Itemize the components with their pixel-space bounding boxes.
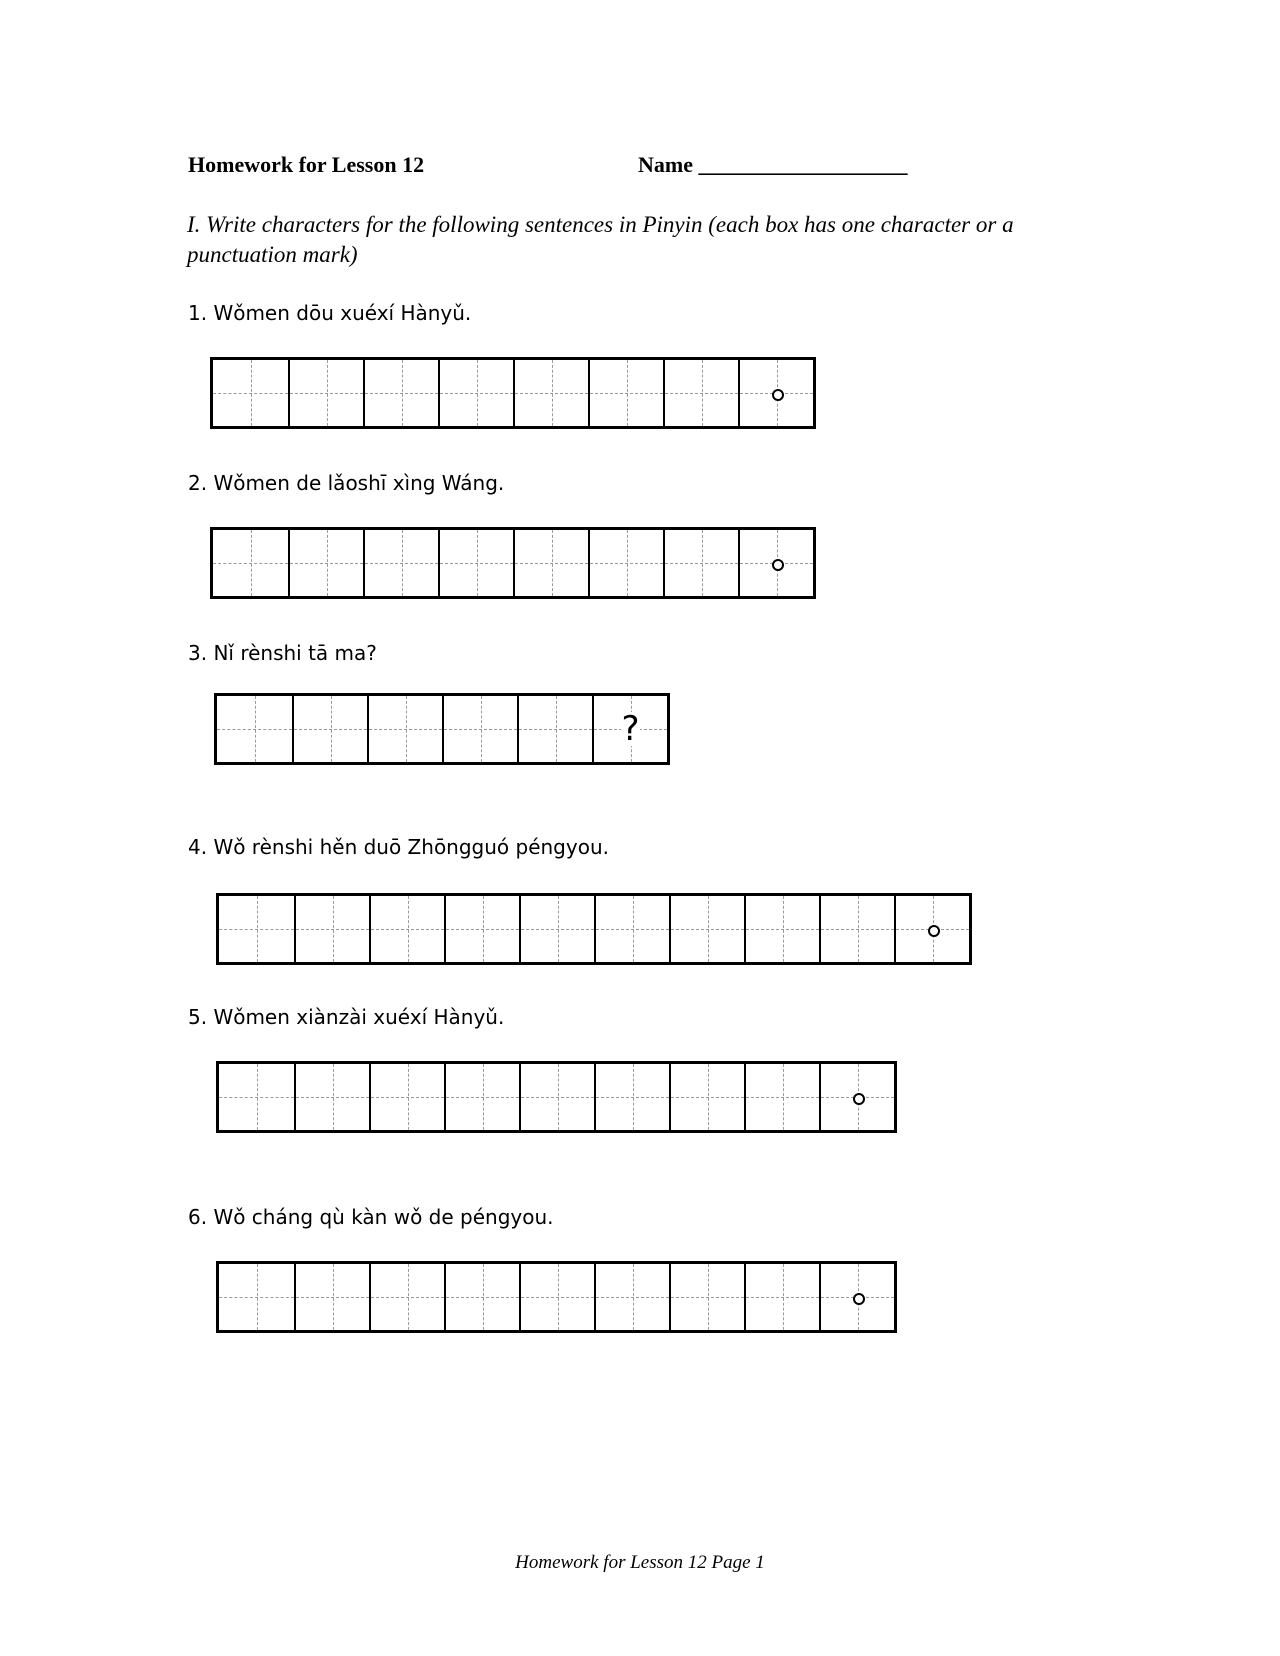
- instructions: I. Write characters for the following sentences in Pinyin (each box has one character or a punctuation mark): [187, 212, 1014, 267]
- writing-box[interactable]: [588, 360, 663, 426]
- writing-box[interactable]: [594, 1264, 669, 1330]
- writing-box[interactable]: [444, 1064, 519, 1130]
- writing-box[interactable]: [744, 896, 819, 962]
- writing-box[interactable]: [369, 896, 444, 962]
- writing-box[interactable]: [442, 696, 517, 762]
- writing-box[interactable]: [292, 696, 367, 762]
- question-5-label: 5. Wǒmen xiànzài xuéxí Hànyǔ.: [188, 1005, 505, 1029]
- writing-box[interactable]: [369, 1264, 444, 1330]
- writing-box[interactable]: [738, 360, 813, 426]
- writing-box[interactable]: [219, 896, 294, 962]
- page-title: Homework for Lesson 12: [188, 152, 425, 177]
- question-6-label: 6. Wǒ cháng qù kàn wǒ de péngyou.: [188, 1205, 554, 1229]
- writing-box[interactable]: [438, 530, 513, 596]
- question-2-writing-grid: [210, 527, 816, 599]
- writing-box[interactable]: [819, 1264, 894, 1330]
- writing-box[interactable]: [513, 530, 588, 596]
- punctuation-glyph: ?: [621, 709, 640, 749]
- punctuation-mark: [594, 696, 667, 762]
- punctuation-glyph: [853, 1293, 865, 1305]
- question-1-writing-grid: [210, 357, 816, 429]
- writing-box[interactable]: [669, 896, 744, 962]
- punctuation-glyph: [772, 389, 784, 401]
- writing-box[interactable]: [594, 1064, 669, 1130]
- writing-box[interactable]: [444, 896, 519, 962]
- punctuation-mark: [821, 1264, 894, 1330]
- punctuation-mark: [740, 530, 813, 596]
- writing-box[interactable]: [217, 696, 292, 762]
- punctuation-glyph: [928, 925, 940, 937]
- writing-box[interactable]: [444, 1264, 519, 1330]
- question-1-label: 1. Wǒmen dōu xuéxí Hànyǔ.: [188, 301, 472, 325]
- question-6-writing-grid: [216, 1261, 897, 1333]
- writing-box[interactable]: [519, 896, 594, 962]
- writing-box[interactable]: [363, 530, 438, 596]
- writing-box[interactable]: [519, 1264, 594, 1330]
- writing-box[interactable]: [663, 530, 738, 596]
- writing-box[interactable]: [367, 696, 442, 762]
- writing-box[interactable]: [592, 696, 667, 762]
- writing-box[interactable]: [288, 360, 363, 426]
- writing-box[interactable]: [738, 530, 813, 596]
- writing-box[interactable]: [894, 896, 969, 962]
- question-3-writing-grid: [214, 693, 670, 765]
- writing-box[interactable]: [744, 1264, 819, 1330]
- writing-box[interactable]: [669, 1064, 744, 1130]
- writing-box[interactable]: [294, 1264, 369, 1330]
- writing-box[interactable]: [294, 1064, 369, 1130]
- writing-box[interactable]: [213, 360, 288, 426]
- page-footer: Homework for Lesson 12 Page 1: [515, 1552, 765, 1573]
- question-4-writing-grid: [216, 893, 972, 965]
- punctuation-glyph: [853, 1093, 865, 1105]
- writing-box[interactable]: [294, 896, 369, 962]
- punctuation-mark: [821, 1064, 894, 1130]
- writing-box[interactable]: [819, 896, 894, 962]
- writing-box[interactable]: [219, 1264, 294, 1330]
- name-field-label: Name ___________________: [638, 152, 908, 177]
- writing-box[interactable]: [819, 1064, 894, 1130]
- writing-box[interactable]: [588, 530, 663, 596]
- writing-box[interactable]: [219, 1064, 294, 1130]
- question-5-writing-grid: [216, 1061, 897, 1133]
- writing-box[interactable]: [213, 530, 288, 596]
- punctuation-mark: [740, 360, 813, 426]
- question-4-label: 4. Wǒ rènshi hěn duō Zhōngguó péngyou.: [188, 835, 609, 859]
- writing-box[interactable]: [513, 360, 588, 426]
- question-3-label: 3. Nǐ rènshi tā ma?: [188, 641, 377, 665]
- writing-box[interactable]: [438, 360, 513, 426]
- punctuation-mark: [896, 896, 969, 962]
- writing-box[interactable]: [744, 1064, 819, 1130]
- question-2-label: 2. Wǒmen de lǎoshī xìng Wáng.: [188, 471, 505, 495]
- writing-box[interactable]: [663, 360, 738, 426]
- writing-box[interactable]: [519, 1064, 594, 1130]
- writing-box[interactable]: [288, 530, 363, 596]
- punctuation-glyph: [772, 559, 784, 571]
- writing-box[interactable]: [669, 1264, 744, 1330]
- writing-box[interactable]: [369, 1064, 444, 1130]
- writing-box[interactable]: [517, 696, 592, 762]
- writing-box[interactable]: [594, 896, 669, 962]
- writing-box[interactable]: [363, 360, 438, 426]
